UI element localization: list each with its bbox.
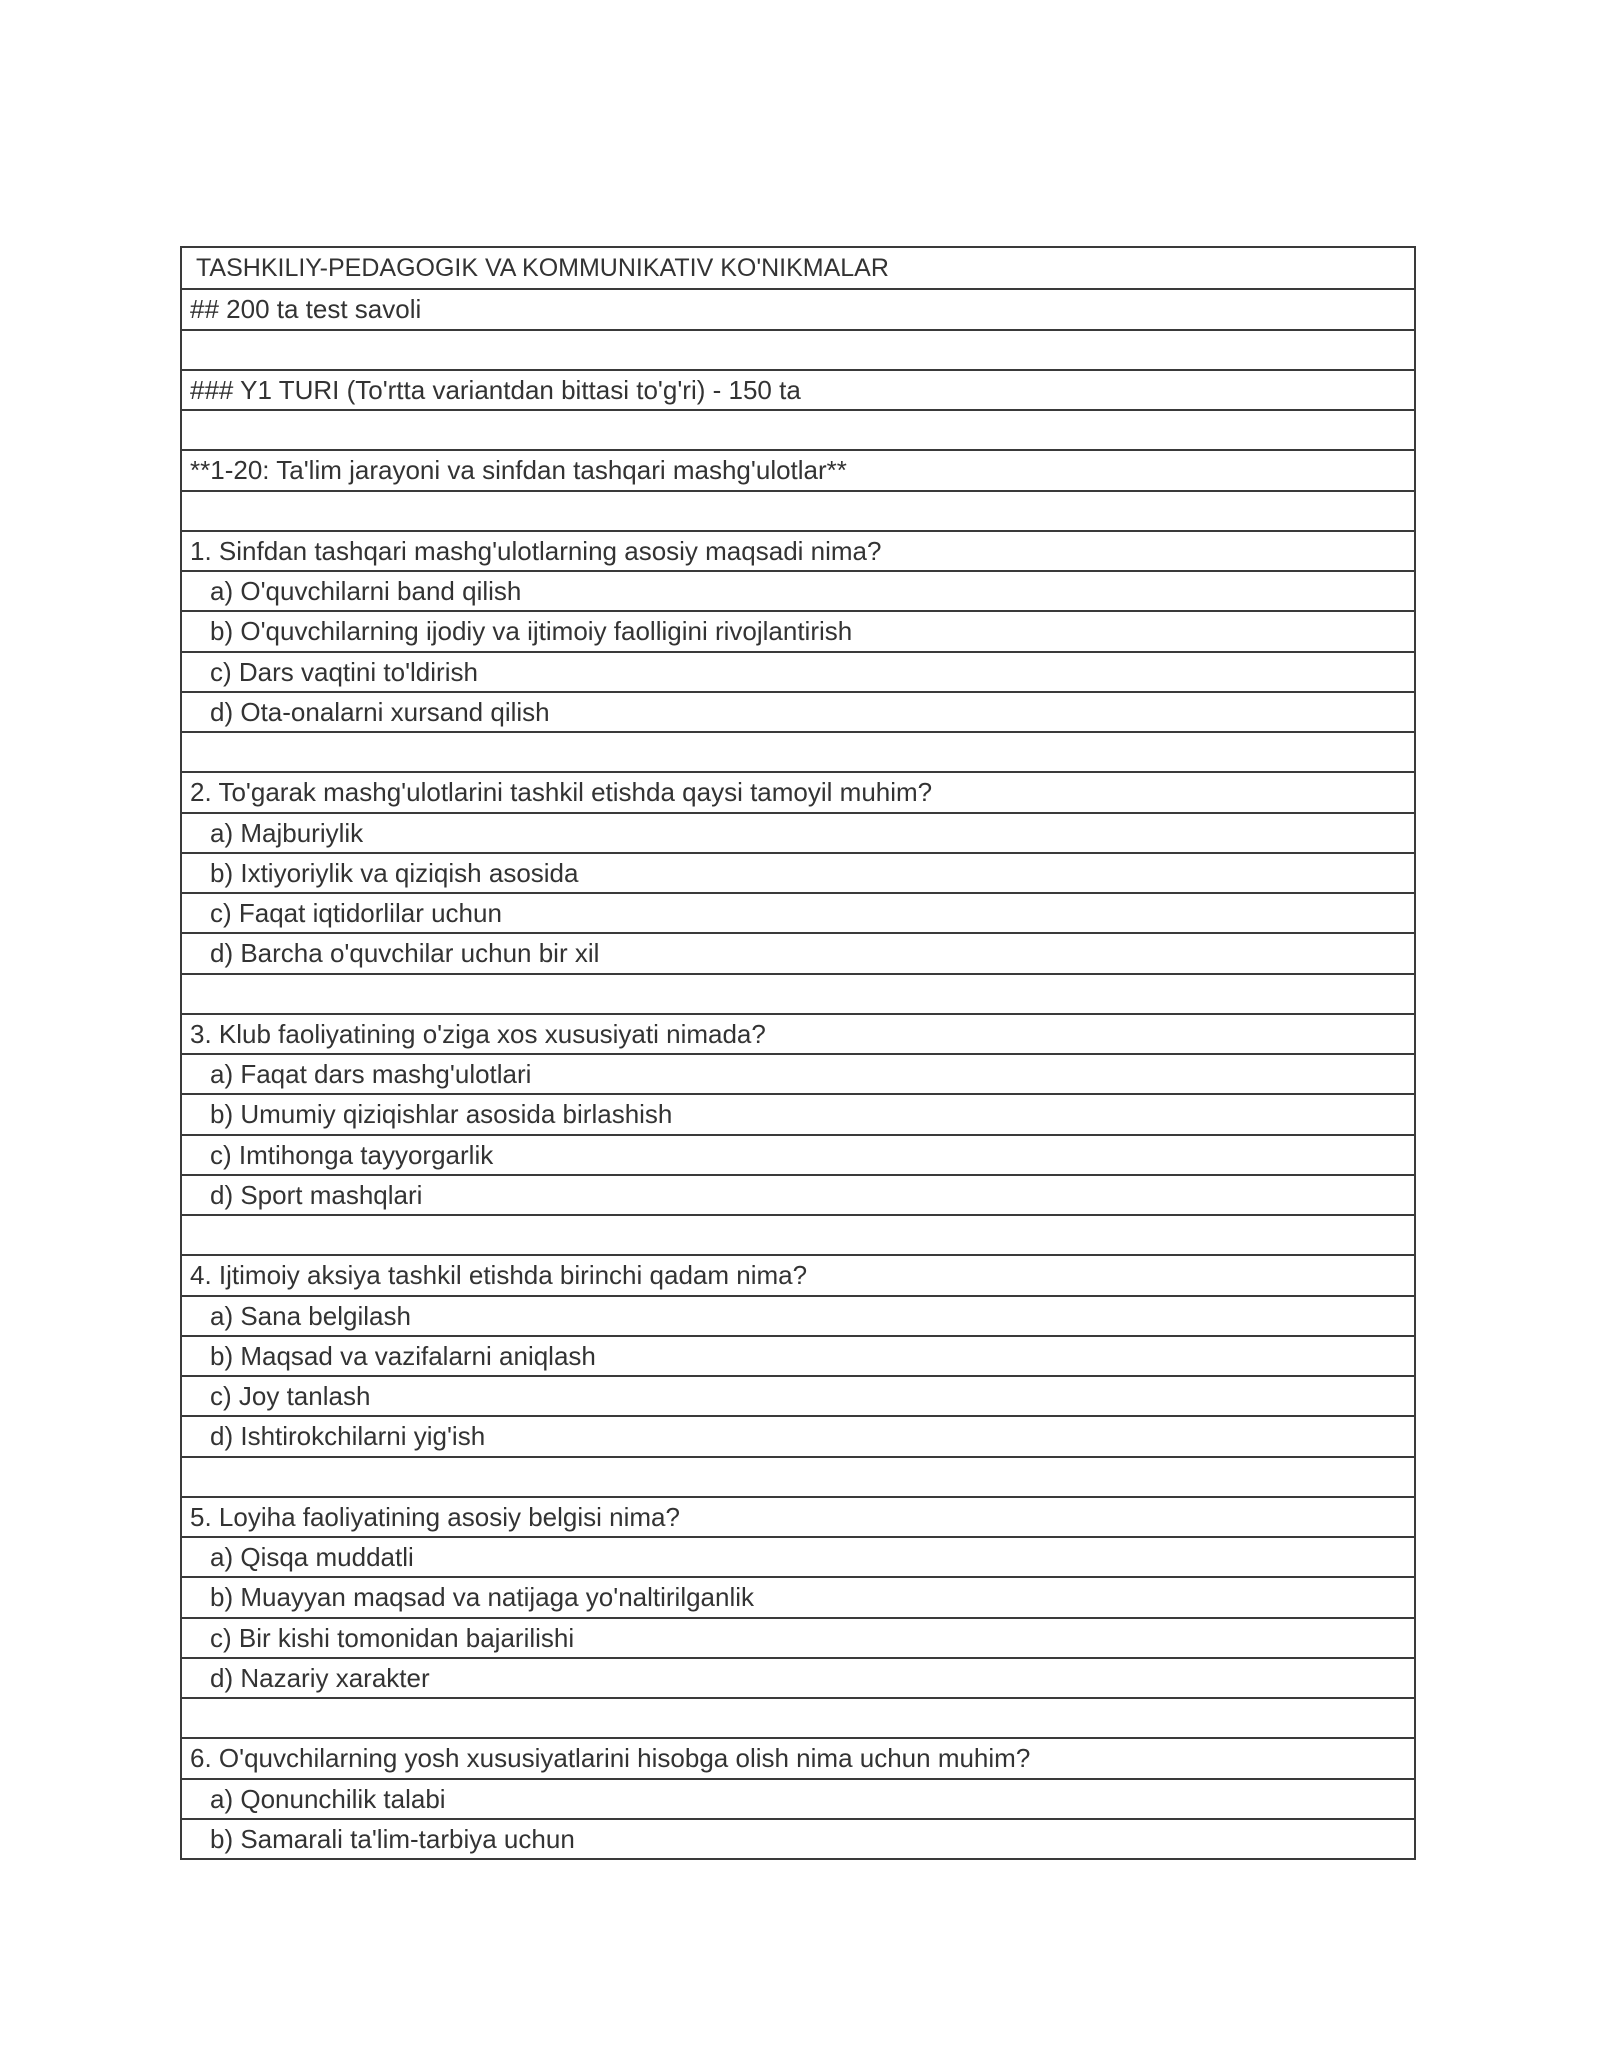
blank-row[interactable] (182, 1214, 1414, 1254)
cell-text: b) Umumiy qiziqishlar asosida birlashish (210, 1099, 673, 1130)
cell-text: d) Ishtirokchilarni yig'ish (210, 1421, 486, 1452)
answer-option-row[interactable] (182, 932, 1414, 972)
question-row[interactable] (182, 1496, 1414, 1536)
answer-option-row[interactable] (182, 1134, 1414, 1174)
cell-text: d) Barcha o'quvchilar uchun bir xil (210, 938, 600, 969)
blank-row[interactable] (182, 329, 1414, 369)
cell-text: 6. O'quvchilarning yosh xususiyatlarini hisobga olish nima uchun muhim? (190, 1743, 1031, 1774)
cell-text: b) Ixtiyoriylik va qiziqish asosida (210, 857, 579, 888)
cell-text: 1. Sinfdan tashqari mashg'ulotlarning asosiy maqsadi nima? (190, 535, 882, 566)
answer-option-row[interactable] (182, 651, 1414, 691)
blank-row[interactable] (182, 1697, 1414, 1737)
cell-text: a) Qonunchilik talabi (210, 1783, 446, 1814)
blank-row[interactable] (182, 490, 1414, 530)
answer-option-row[interactable] (182, 610, 1414, 650)
cell-text: d) Nazariy xarakter (210, 1662, 430, 1693)
question-row[interactable] (182, 1254, 1414, 1294)
cell-text: ### Y1 TURI (To'rtta variantdan bittasi to'g'ri) - 150 ta (190, 374, 801, 405)
cell-text: 3. Klub faoliyatining o'ziga xos xususiyati nimada? (190, 1018, 766, 1049)
answer-option-row[interactable] (182, 1778, 1414, 1818)
answer-option-row[interactable] (182, 691, 1414, 731)
answer-option-row[interactable] (182, 1053, 1414, 1093)
cell-text: 2. To'garak mashg'ulotlarini tashkil etishda qaysi tamoyil muhim? (190, 777, 933, 808)
cell-text: a) Sana belgilash (210, 1300, 411, 1331)
cell-text: b) Maqsad va vazifalarni aniqlash (210, 1340, 596, 1371)
answer-option-row[interactable] (182, 1335, 1414, 1375)
question-row[interactable] (182, 530, 1414, 570)
cell-text: a) Faqat dars mashg'ulotlari (210, 1059, 532, 1090)
cell-text: 5. Loyiha faoliyatining asosiy belgisi nima? (190, 1501, 680, 1532)
document-title: TASHKILIY-PEDAGOGIK VA KOMMUNIKATIV KO'NIKMALAR (196, 253, 889, 282)
cell-text: d) Sport mashqlari (210, 1179, 423, 1210)
cell-text: b) Muayyan maqsad va natijaga yo'naltirilganlik (210, 1582, 755, 1613)
cell-text: a) O'quvchilarni band qilish (210, 576, 522, 607)
answer-option-row[interactable] (182, 1576, 1414, 1616)
text-row[interactable] (182, 449, 1414, 489)
answer-option-row[interactable] (182, 1375, 1414, 1415)
blank-row[interactable] (182, 409, 1414, 449)
cell-text: c) Faqat iqtidorlilar uchun (210, 898, 502, 929)
cell-text: 4. Ijtimoiy aksiya tashkil etishda birinchi qadam nima? (190, 1260, 808, 1291)
text-row[interactable] (182, 369, 1414, 409)
cell-text: a) Majburiylik (210, 817, 364, 848)
answer-option-row[interactable] (182, 812, 1414, 852)
blank-row[interactable] (182, 731, 1414, 771)
text-row[interactable] (182, 288, 1414, 328)
spreadsheet-table (180, 246, 1416, 1860)
answer-option-row[interactable] (182, 1295, 1414, 1335)
blank-row[interactable] (182, 1456, 1414, 1496)
cell-text: d) Ota-onalarni xursand qilish (210, 696, 550, 727)
cell-text: c) Joy tanlash (210, 1381, 371, 1412)
cell-text: b) O'quvchilarning ijodiy va ijtimoiy faolligini rivojlantirish (210, 616, 853, 647)
cell-text: a) Qisqa muddatli (210, 1542, 414, 1573)
answer-option-row[interactable] (182, 570, 1414, 610)
cell-text: **1-20: Ta'lim jarayoni va sinfdan tashqari mashg'ulotlar** (190, 455, 847, 486)
question-row[interactable] (182, 1737, 1414, 1777)
cell-text: c) Bir kishi tomonidan bajarilishi (210, 1622, 575, 1653)
cell-text: b) Samarali ta'lim-tarbiya uchun (210, 1823, 575, 1854)
answer-option-row[interactable] (182, 852, 1414, 892)
document-title-row[interactable] (182, 248, 1414, 288)
answer-option-row[interactable] (182, 1536, 1414, 1576)
cell-text: ## 200 ta test savoli (190, 294, 422, 325)
answer-option-row[interactable] (182, 1617, 1414, 1657)
answer-option-row[interactable] (182, 1415, 1414, 1455)
answer-option-row[interactable] (182, 1818, 1414, 1858)
question-row[interactable] (182, 1013, 1414, 1053)
answer-option-row[interactable] (182, 892, 1414, 932)
answer-option-row[interactable] (182, 1174, 1414, 1214)
cell-text: c) Imtihonga tayyorgarlik (210, 1139, 494, 1170)
question-row[interactable] (182, 771, 1414, 811)
blank-row[interactable] (182, 973, 1414, 1013)
answer-option-row[interactable] (182, 1093, 1414, 1133)
cell-text: c) Dars vaqtini to'ldirish (210, 656, 478, 687)
answer-option-row[interactable] (182, 1657, 1414, 1697)
